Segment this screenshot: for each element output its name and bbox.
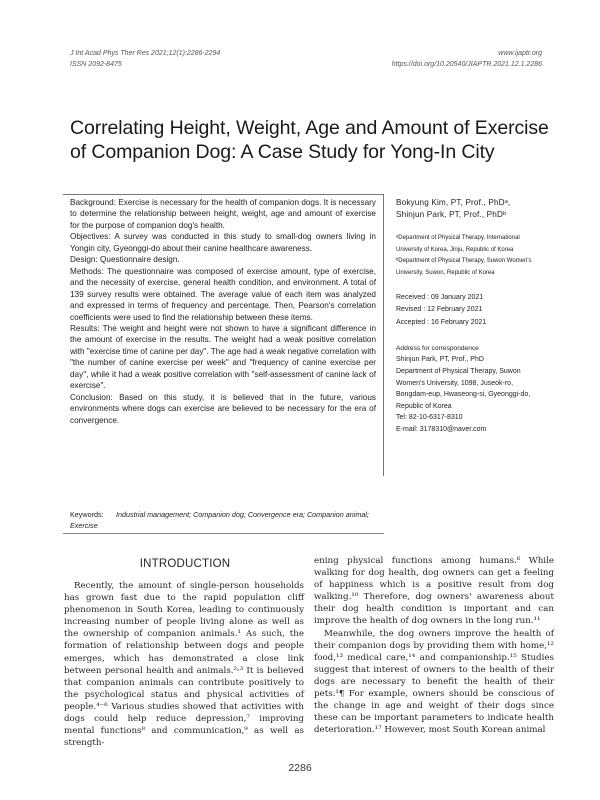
abstract-design: Design: Questionnaire design. bbox=[70, 255, 180, 265]
revised-date: Revised : 12 February 2021 bbox=[396, 306, 483, 314]
author-1: Bokyung Kim, PT, Prof., PhDᵃ, bbox=[396, 198, 511, 207]
accepted-date: Accepted : 16 February 2021 bbox=[396, 318, 487, 326]
body-column-right bbox=[314, 555, 554, 736]
abstract-results: Results: The weight and height were not shown to have a significant difference in the amount of exercise in the results. The weight had a weak positive correlation with "exercise time of canine per day". The age had a weak negative correlation with "the number of canine exercise per week" and "frequency of canine exercise per day", while it had a weak positive correlation with "self-assessment of canine lack of exercise". bbox=[70, 323, 376, 391]
correspondence-email[interactable]: E-mail: 3178310@naver.com bbox=[396, 426, 487, 434]
author-sidebar bbox=[396, 197, 544, 436]
author-list bbox=[396, 197, 544, 220]
received-date: Received : 09 January 2021 bbox=[396, 294, 484, 301]
author-2: Shinjun Park, PT, Prof., PhDᵇ bbox=[396, 209, 507, 219]
keywords-label: Keywords: bbox=[70, 510, 104, 519]
keywords-divider bbox=[63, 533, 384, 534]
body-column-left bbox=[64, 580, 304, 749]
affiliations bbox=[396, 233, 544, 279]
abstract-background: Background: Exercise is necessary for the health of companion dogs. It is necessary to determine the relationship between height, weight, age and amount of exercise for the purpose of companion dog's health. bbox=[70, 198, 376, 230]
abstract-methods: Methods: The questionnaire was composed of exercise amount, type of exercise, and the necessity of exercise, general health condition, and environment. A total of 139 survey results were obtained. The average value of each item was analyzed and expressed in terms of frequency and percentage. Then, Pearson's correlation coefficients were used to find the relationship between these items. bbox=[70, 266, 376, 322]
body-paragraph: ening physical functions among humans.⁶ While walking for dog health, dog owners can get a feeling of happiness which is a positive result from dog walking.¹⁰ Therefore, dog owners' awareness about their dog health condition is important and can improve the health of dog owners in the long run.¹¹ bbox=[314, 556, 554, 627]
keywords-text: Industrial management; Companion dog; Convergence era; Companion animal; Exercise bbox=[70, 510, 369, 530]
paper-title: Correlating Height, Weight, Age and Amount of Exercise of Companion Dog: A Case Study for Yong-In City bbox=[70, 117, 549, 163]
body-paragraph: Recently, the amount of single-person households has grown fast due to the rapid population cliff phenomenon in South Korea, leading to continuously increasing number of people living alone as well as the ownership of companion animals.¹ As such, the formation of relationship between dogs and people emerges, which has demonstrated a close link between personal health and animals.²˒³ It is believed that companion animals can contribute positively to the psychological status and physical activities of people.⁴⁻⁶ Various studies showed that activities with dogs could help reduce depression,⁷ improving mental functions⁸ and communication,⁹ as well as strength- bbox=[64, 581, 304, 749]
correspondence-name: Shinjun Park, PT, Prof., PhD bbox=[396, 356, 484, 364]
section-heading-introduction: INTRODUCTION bbox=[139, 558, 231, 570]
page-number: 2286 bbox=[288, 762, 312, 774]
affiliation-a: ᵃDepartment of Physical Therapy, International University of Korea, Jinju, Republic of Korea bbox=[396, 235, 520, 253]
correspondence bbox=[396, 343, 544, 436]
journal-citation bbox=[70, 48, 220, 70]
abstract bbox=[70, 197, 376, 426]
issn: ISSN 2092-8475 bbox=[70, 61, 122, 68]
abstract-objectives: Objectives: A survey was conducted in this study to small-dog owners living in Yongin city, Gyeonggi-do about their canine healthcare awareness. bbox=[70, 232, 376, 253]
doi-link[interactable]: https://doi.org/10.20540/JIAPTR.2021.12.1.2286 bbox=[391, 61, 542, 68]
correspondence-address: Department of Physical Therapy, Suwon Women's University, 1098, Juseok-ro, Bongdam-eup, Hwaseong-si, Gyeonggi-do, Republic of Korea bbox=[396, 368, 531, 410]
article-dates bbox=[396, 292, 544, 329]
correspondence-title: Address for correspondence bbox=[396, 344, 479, 352]
journal-line: J Int Acad Phys Ther Res 2021;12(1):2286-2294 bbox=[70, 50, 221, 57]
correspondence-phone: Tel: 82-10-6317-8310 bbox=[396, 414, 463, 422]
body-paragraph: Meanwhile, the dog owners improve the health of their companion dogs by providing them with home,¹² food,¹³ medical care,¹⁴ and companionship.¹⁵ Studies suggest that interest of owners to the health of their dogs are necessary to benefit the health of their pets.¹¶ For example, owners should be conscious of the change in age and weight of their dogs since these can be important parameters to indicate health deterioration.¹⁷ However, most South Korean animal bbox=[314, 628, 554, 736]
abstract-conclusion: Conclusion: Based on this study, it is believed that in the future, various environments where dogs can exercise are believed to be necessary for the era of convergence. bbox=[70, 392, 376, 425]
affiliation-b: ᵇDepartment of Physical Therapy, Suwon Women's University, Suwon, Republic of Korea bbox=[396, 258, 532, 276]
journal-links bbox=[392, 48, 542, 70]
keywords bbox=[70, 509, 380, 531]
website-link[interactable]: www.ijaptr.org bbox=[498, 50, 542, 57]
